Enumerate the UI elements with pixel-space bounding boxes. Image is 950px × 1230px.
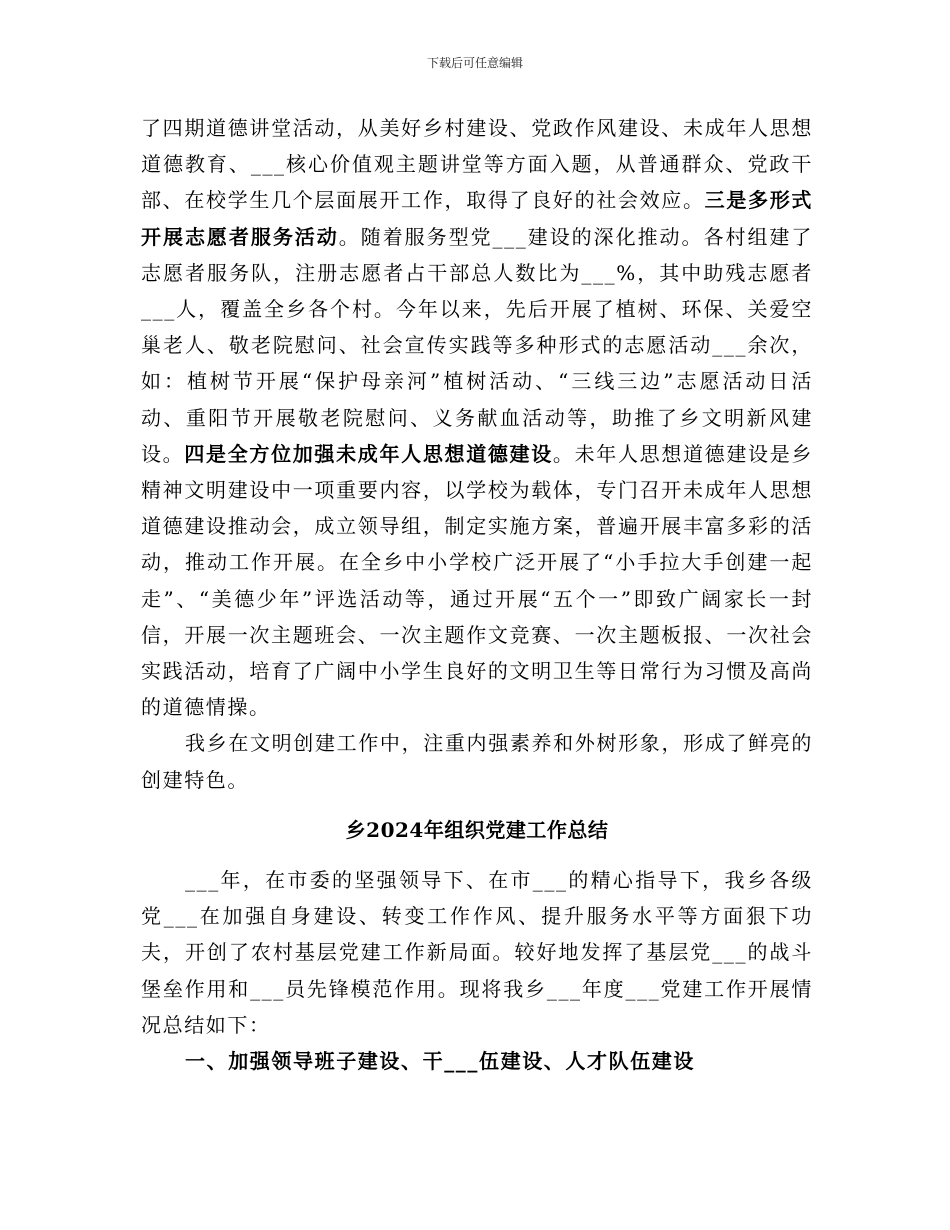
page-header: 下载后可任意编辑 — [426, 56, 523, 70]
document-body — [141, 110, 813, 1079]
paragraph-intro: ___年，在市委的坚强领导下、在市___的精心指导下，我乡各级党___在加强自身建设、转变工作作风、提升服务水平等方面狠下功夫，开创了农村基层党建工作新局面。较好地发挥了基层党___的战斗堡垒作用和___员先锋模范作用。现将我乡___年度___党建工作开展情况总结如下： — [141, 868, 813, 1037]
text-segment: 。未年人思想道德建设是乡精神文明建设中一项重要内容，以学校为载体，专门召开未成年人思想道德建设推动会，成立领导组，制定实施方案，普遍开展丰富多彩的活动，推动工作开展。在全乡中小学校广泛开展了“小手拉大手创建一起走”、“美德少年”评选活动等，通过开展“五个一”即致广阔家长一封信，开展一次主题班会、一次主题作文竞赛、一次主题板报、一次社会实践活动，培育了广阔中小学生良好的文明卫生等日常行为习惯及高尚的道德情操。 — [141, 441, 813, 720]
text-segment: 。随着服务型党___建设的深化推动。各村组建了志愿者服务队，注册志愿者占干部总人数比为___%，其中助残志愿者___人，覆盖全乡各个村。今年以来，先后开展了植树、环保、关爱空巢老人、敬老院慰问、社会宣传实践等多种形式的志愿活动___余次，如：植树节开展“保护母亲河”植树活动、“三线三边”志愿活动日活动、重阳节开展敬老院慰问、义务献血活动等，助推了乡文明新风建设。 — [141, 224, 813, 466]
section-title: 乡2024年组织党建工作总结 — [345, 817, 609, 842]
section-heading: 一、加强领导班子建设、干___伍建设、人才队伍建设 — [185, 1049, 695, 1074]
text-segment: 了四期道德讲堂活动，从美好乡村建设、党政作风建设、未成年人思想道德教育、___核心价值观主题讲堂等方面入题，从普通群众、党政干部、在校学生几个层面展开工作，取得了良好的社会效应。 — [141, 116, 813, 213]
paragraph-summary: 我乡在文明创建工作中，注重内强素养和外树形象，形成了鲜亮的创建特色。 — [141, 731, 813, 792]
bold-point-four: 四是全方位加强未成年人思想道德建设 — [184, 441, 553, 466]
bold-point-three: 三是多形式开展志愿者服务活动 — [141, 188, 813, 249]
paragraph-volunteer-and-youth — [141, 110, 813, 725]
